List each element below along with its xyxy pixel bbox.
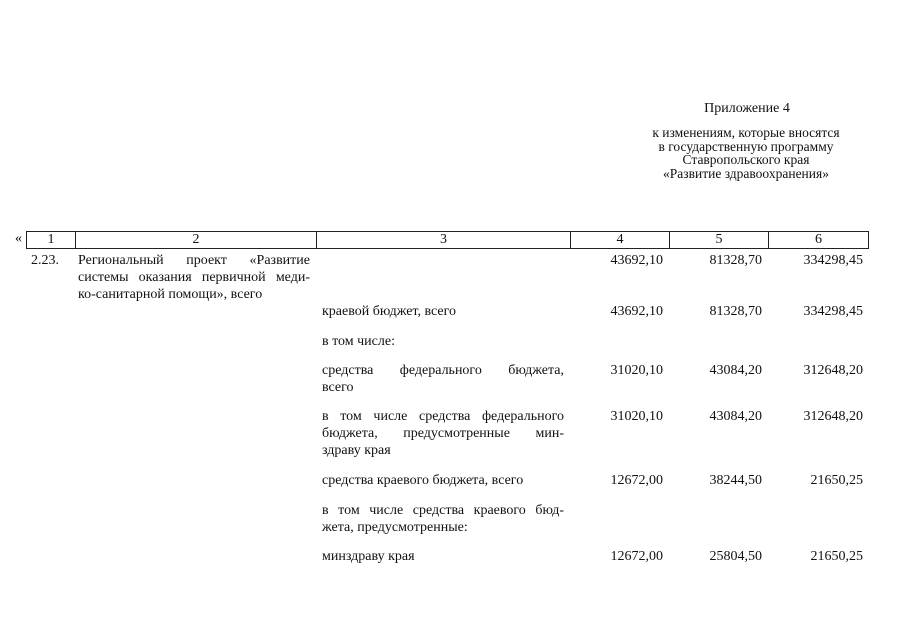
project-name-line: Региональный проект «Развитие: [78, 253, 310, 268]
row-value-5: 38244,50: [709, 473, 762, 488]
changes-line: «Развитие здравоохранения»: [663, 165, 829, 181]
row-label-line: средства федерального бюджета,: [322, 363, 564, 378]
row-value-6: 312648,20: [803, 363, 863, 378]
project-value-4: 43692,10: [610, 253, 663, 268]
project-name-line: ко-санитарной помощи», всего: [78, 287, 263, 302]
project-value-5: 81328,70: [709, 253, 762, 268]
col-header-5: 5: [669, 231, 769, 249]
row-label-line: краевой бюджет, всего: [322, 304, 457, 319]
open-quote: «: [15, 231, 22, 246]
col-header-6: 6: [768, 231, 869, 249]
col-header-1: 1: [26, 231, 76, 249]
row-label-line: в том числе:: [322, 334, 395, 349]
project-name: [78, 252, 310, 303]
col-header-3: 3: [316, 231, 571, 249]
row-value-4: 31020,10: [610, 409, 663, 424]
row-value-4: 12672,00: [610, 473, 663, 488]
changes-line: Ставропольского края: [682, 152, 810, 167]
row-value-6: 312648,20: [803, 409, 863, 424]
row-value-6: 21650,25: [810, 473, 863, 488]
row-label-line: здраву края: [322, 443, 391, 458]
row-value-5: 43084,20: [709, 363, 762, 378]
col-header-2: 2: [75, 231, 317, 249]
col-header-4: 4: [570, 231, 670, 249]
row-number: 2.23.: [31, 253, 59, 268]
project-name-line: системы оказания первичной меди-: [78, 270, 310, 285]
row-value-5: 81328,70: [709, 304, 762, 319]
row-label: [322, 548, 564, 565]
row-value-4: 12672,00: [610, 549, 663, 564]
row-label: [322, 502, 564, 536]
row-label: [322, 333, 564, 350]
row-value-4: 31020,10: [610, 363, 663, 378]
row-value-5: 25804,50: [709, 549, 762, 564]
row-label-line: бюджета, предусмотренные мин-: [322, 426, 564, 441]
row-label: [322, 362, 564, 396]
row-label: [322, 408, 564, 459]
row-value-4: 43692,10: [610, 304, 663, 319]
row-label-line: средства краевого бюджета, всего: [322, 473, 524, 488]
changes-line: к изменениям, которые вносятся: [652, 125, 840, 140]
row-value-5: 43084,20: [709, 409, 762, 424]
changes-note: [631, 126, 861, 180]
appendix-title: Приложение 4: [704, 101, 790, 116]
row-label-line: минздраву края: [322, 549, 415, 564]
row-label-line: в том числе средства краевого бюд-: [322, 503, 564, 518]
row-label: [322, 472, 564, 489]
project-value-6: 334298,45: [803, 253, 863, 268]
row-value-6: 334298,45: [803, 304, 863, 319]
row-value-6: 21650,25: [810, 549, 863, 564]
row-label-line: в том числе средства федерального: [322, 409, 564, 424]
row-label-line: всего: [322, 380, 354, 395]
row-label-line: жета, предусмотренные:: [322, 520, 468, 535]
changes-line: в государственную программу: [658, 138, 834, 154]
row-label: [322, 303, 564, 320]
